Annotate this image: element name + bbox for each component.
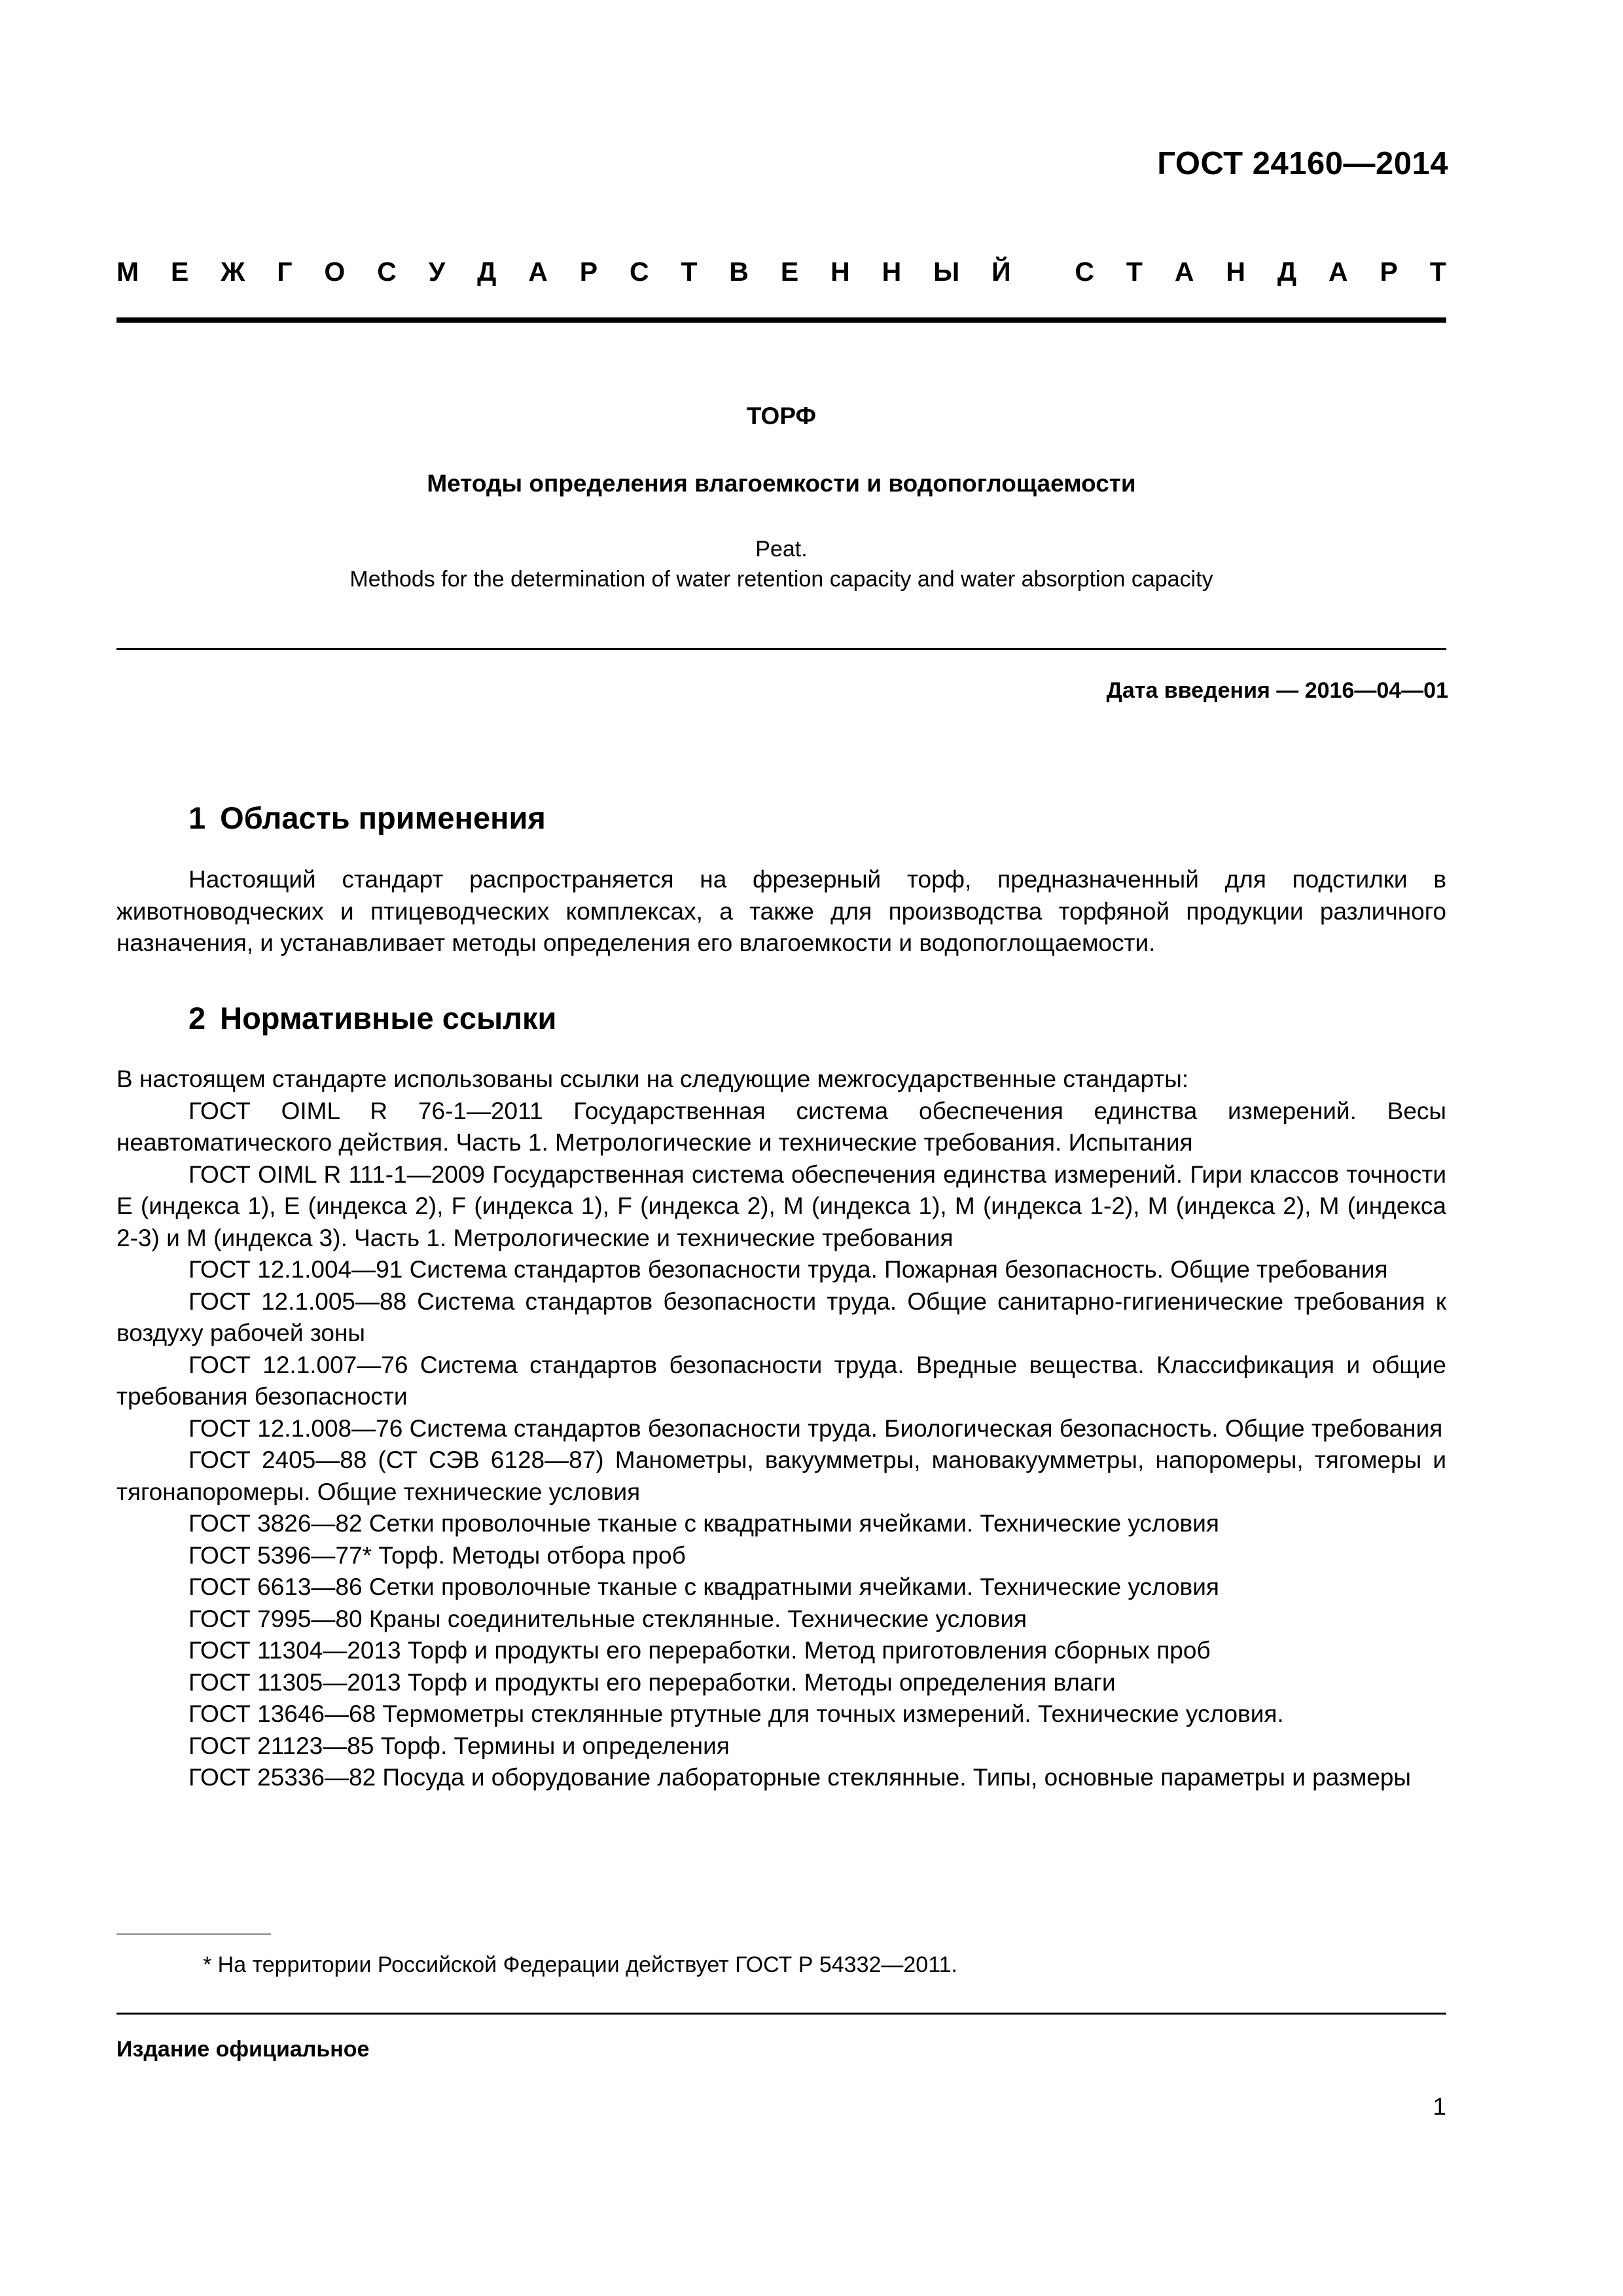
document-subtitle: Методы определения влагоемкости и водопоглощаемости: [427, 470, 1136, 497]
reference-item: ГОСТ 12.1.005—88 Система стандартов безопасности труда. Общие санитарно-гигиенические требования к воздуху рабочей зоны: [116, 1287, 1446, 1346]
standard-designation: ГОСТ 24160—2014: [1157, 146, 1448, 181]
section-1-heading: [188, 800, 546, 836]
reference-item: ГОСТ OIML R 76-1—2011 Государственная система обеспечения единства измерений. Весы неавтоматического действия. Часть 1. Метрологические и технические требования. Испытания: [116, 1097, 1446, 1156]
letter: Н: [830, 257, 850, 287]
reference-item: ГОСТ 13646—68 Термометры стеклянные ртутные для точных измерений. Технические условия.: [188, 1700, 1284, 1727]
reference-item: ГОСТ 3826—82 Сетки проволочные тканые с квадратными ячейками. Технические условия: [188, 1510, 1219, 1537]
reference-item: ГОСТ 12.1.007—76 Система стандартов безопасности труда. Вредные вещества. Классификация и общие требования безопасности: [116, 1351, 1446, 1410]
edition-label: Издание официальное: [116, 2037, 370, 2062]
reference-item: ГОСТ 6613—86 Сетки проволочные тканые с квадратными ячейками. Технические условия: [188, 1573, 1219, 1600]
section-2-heading: [188, 1000, 556, 1036]
letter: С: [629, 257, 649, 287]
reference-item: ГОСТ 12.1.004—91 Система стандартов безопасности труда. Пожарная безопасность. Общие требования: [188, 1256, 1388, 1283]
section-number: 2: [188, 1001, 206, 1035]
reference-item: ГОСТ 7995—80 Краны соединительные стеклянные. Технические условия: [188, 1605, 1027, 1632]
footer-rule: [116, 2013, 1446, 2015]
section-number: 1: [188, 800, 206, 835]
letter: Е: [780, 257, 799, 287]
letter: А: [1328, 257, 1348, 287]
letter: Д: [477, 257, 497, 287]
section-1-body: [116, 864, 1446, 960]
paragraph: В настоящем стандарте использованы ссылки на следующие межгосударственные стандарты:: [116, 1066, 1189, 1092]
paragraph: Настоящий стандарт распространяется на фрезерный торф, предназначенный для подстилки в животноводческих и птицеводческих комплексах, а также для производства торфяной продукции различного назначения, и устанавливает методы определения его влагоемкости и водопоглощаемости.: [116, 866, 1446, 956]
letter: Р: [579, 257, 598, 287]
letter: Ы: [933, 257, 960, 287]
section-title: Область применения: [220, 800, 546, 835]
letter: Т: [1126, 257, 1143, 287]
reference-item: ГОСТ 11304—2013 Торф и продукты его переработки. Метод приготовления сборных проб: [188, 1637, 1211, 1664]
letter: Т: [681, 257, 698, 287]
introduction-date: Дата введения — 2016—04—01: [1106, 678, 1448, 703]
letter: О: [324, 257, 346, 287]
reference-item: ГОСТ 12.1.008—76 Система стандартов безопасности труда. Биологическая безопасность. Общие требования: [188, 1414, 1443, 1442]
document-title: ТОРФ: [746, 403, 817, 429]
reference-item: ГОСТ 21123—85 Торф. Термины и определения: [188, 1732, 730, 1759]
letter: Г: [277, 257, 293, 287]
letter: Н: [882, 257, 902, 287]
english-subtitle: Methods for the determination of water retention capacity and water absorption capacity: [349, 567, 1213, 592]
letter: М: [116, 257, 139, 287]
section-title: Нормативные ссылки: [220, 1001, 557, 1035]
letter: В: [729, 257, 749, 287]
page-number: 1: [1433, 2093, 1446, 2120]
reference-item: ГОСТ 5396—77* Торф. Методы отбора проб: [188, 1541, 686, 1569]
header-rule: [116, 317, 1446, 323]
standard-type-heading: [116, 257, 1446, 287]
letter: Н: [1226, 257, 1245, 287]
letter: А: [1174, 257, 1194, 287]
letter: Е: [171, 257, 189, 287]
letter: Т: [1429, 257, 1446, 287]
english-title: Peat.: [755, 537, 808, 562]
reference-item: ГОСТ 2405—88 (СТ СЭВ 6128—87) Манометры, вакуумметры, мановакуумметры, напоромеры, тягомеры и тягонапоромеры. Общие технические условия: [116, 1446, 1446, 1505]
reference-item: ГОСТ 25336—82 Посуда и оборудование лабораторные стеклянные. Типы, основные параметры и размеры: [188, 1764, 1412, 1791]
letter: Й: [991, 257, 1011, 287]
letter: С: [377, 257, 397, 287]
letter: У: [428, 257, 446, 287]
title-rule: [116, 648, 1446, 650]
letter: А: [528, 257, 548, 287]
reference-item: ГОСТ 11305—2013 Торф и продукты его переработки. Методы определения влаги: [188, 1668, 1116, 1696]
section-2-body: [116, 1064, 1446, 1794]
letter: Ж: [221, 257, 245, 287]
footnote-rule: [116, 1933, 271, 1935]
footnote: * На территории Российской Федерации действует ГОСТ Р 54332—2011.: [203, 1952, 957, 1977]
letter: Р: [1380, 257, 1398, 287]
letter: С: [1075, 257, 1095, 287]
reference-item: ГОСТ OIML R 111-1—2009 Государственная система обеспечения единства измерений. Гири классов точности E (индекса 1), E (индекса 2), F (индекса 1), F (индекса 2), M (индекса 1), M (индекса 1-2), M (индекса 2), M (индекса 2-3) и M (индекса 3). Часть 1. Метрологические и технические требования: [116, 1160, 1446, 1251]
letter: Д: [1277, 257, 1297, 287]
